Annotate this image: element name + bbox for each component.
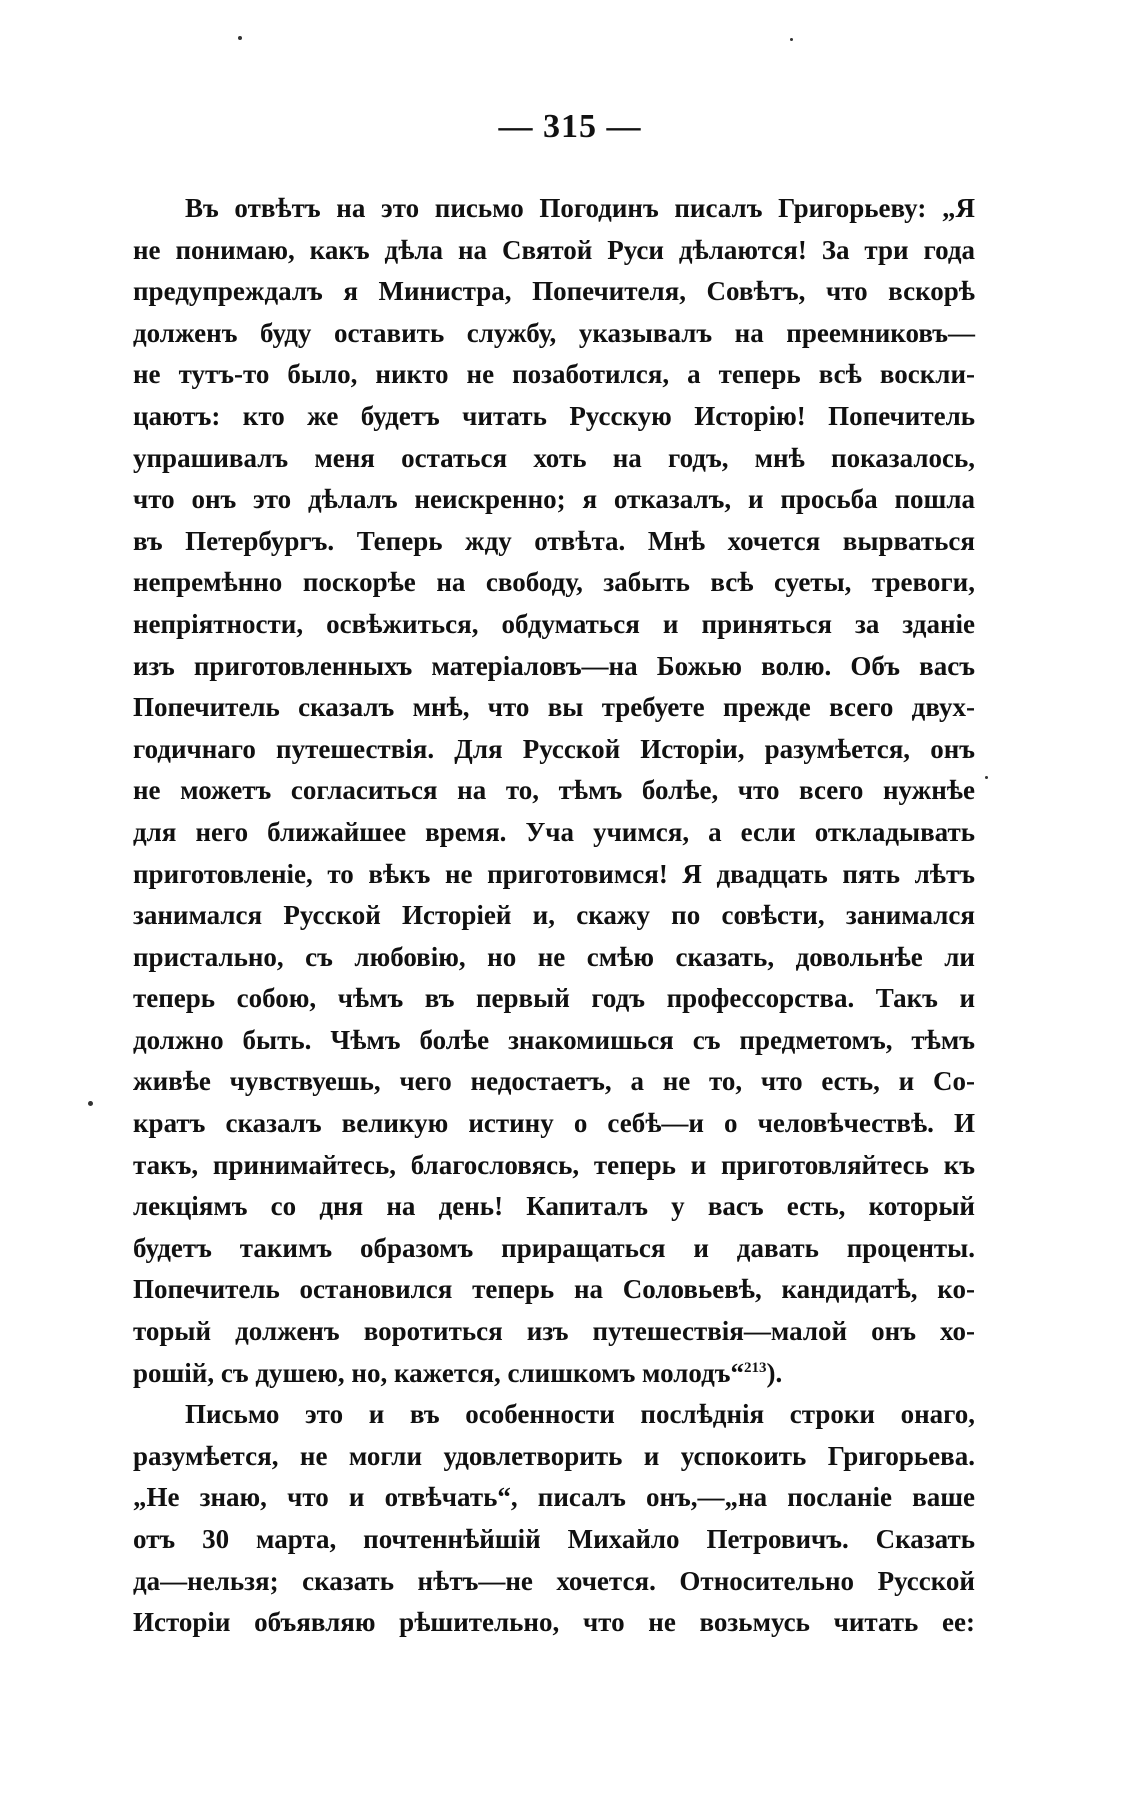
- text-line-closing: ).: [766, 1357, 783, 1388]
- body-text: [133, 188, 975, 1644]
- text-line: Въ отвѣтъ на это письмо Погодинъ писалъ Григорьеву: „Я: [185, 193, 975, 223]
- text-line: не можетъ согласиться на то, тѣмъ болѣе, что всего нужнѣе: [133, 775, 975, 806]
- text-line: приготовленіе, то вѣкъ не приготовимся! Я двадцать пять лѣтъ: [133, 858, 975, 889]
- text-line: торый долженъ воротиться изъ путешествія—малой онъ хо-: [133, 1316, 975, 1347]
- text-line: Исторіи объявляю рѣшительно, что не возьмусь читать ее:: [133, 1607, 975, 1638]
- page-number: — 315 —: [498, 108, 642, 145]
- text-line: для него ближайшее время. Уча учимся, а если откладывать: [133, 816, 975, 847]
- text-line: въ Петербургъ. Теперь жду отвѣта. Мнѣ хочется вырваться: [133, 525, 975, 556]
- paper-speck: [985, 776, 988, 779]
- text-line: должно быть. Чѣмъ болѣе знакомишься съ предметомъ, тѣмъ: [133, 1024, 975, 1055]
- text-line-text: рошій, съ душею, но, кажется, слишкомъ молодъ“: [133, 1357, 745, 1388]
- text-line: отъ 30 марта, почтеннѣйшій Михайло Петровичъ. Сказать: [133, 1524, 975, 1554]
- text-line: предупреждалъ я Министра, Попечителя, Совѣтъ, что вскорѣ: [133, 276, 975, 307]
- text-line: „Не знаю, что и отвѣчать“, писалъ онъ,—„на посланіе ваше: [133, 1482, 975, 1513]
- text-line: занимался Русской Исторіей и, скажу по совѣсти, занимался: [133, 900, 975, 931]
- footnote-marker: 213: [744, 1359, 767, 1376]
- text-line: кратъ сказалъ великую истину о себѣ—и о человѣчествѣ. И: [133, 1108, 975, 1139]
- text-line: живѣе чувствуешь, чего недостаетъ, а не то, что есть, и Со-: [133, 1066, 975, 1097]
- text-line: Письмо это и въ особенности послѣднія строки онаго,: [185, 1399, 975, 1430]
- text-line: лекціямъ со дня на день! Капиталъ у васъ есть, который: [133, 1191, 975, 1222]
- text-line: упрашивалъ меня остаться хоть на годъ, мнѣ показалось,: [133, 442, 975, 473]
- paper-speck: [88, 1101, 93, 1106]
- text-line: не тутъ-то было, никто не позаботился, а теперь всѣ воскли-: [133, 359, 975, 390]
- text-line: что онъ это дѣлалъ неискренно; я отказалъ, и просьба пошла: [133, 484, 975, 515]
- text-line: непріятности, освѣжиться, обдуматься и приняться за зданіе: [133, 608, 975, 639]
- text-line-with-footnote: [133, 1353, 975, 1395]
- text-line: пристально, съ любовію, но не смѣю сказать, довольнѣе ли: [133, 941, 975, 972]
- paper-speck: [238, 36, 242, 40]
- text-line: будетъ такимъ образомъ приращаться и давать проценты.: [133, 1232, 975, 1263]
- text-line: изъ приготовленныхъ матеріаловъ—на Божью волю. Объ васъ: [133, 650, 975, 681]
- text-line: цаютъ: кто же будетъ читать Русскую Исторію! Попечитель: [133, 400, 975, 431]
- text-line: непремѣнно поскорѣе на свободу, забыть всѣ суеты, тревоги,: [133, 567, 975, 598]
- text-line: да—нельзя; сказать нѣтъ—не хочется. Относительно Русской: [133, 1565, 975, 1596]
- text-line: такъ, принимайтесь, благословясь, теперь и приготовляйтесь къ: [133, 1149, 975, 1180]
- text-line: не понимаю, какъ дѣла на Святой Руси дѣлаются! За три года: [133, 234, 975, 265]
- text-line: Попечитель остановился теперь на Соловьевѣ, кандидатѣ, ко-: [133, 1274, 975, 1305]
- text-line: разумѣется, не могли удовлетворить и успокоить Григорьева.: [133, 1440, 975, 1471]
- text-line: Попечитель сказалъ мнѣ, что вы требуете прежде всего двух-: [133, 692, 975, 723]
- text-line: годичнаго путешествія. Для Русской Исторіи, разумѣется, онъ: [133, 733, 975, 764]
- text-line: долженъ буду оставить службу, указывалъ на преемниковъ—: [133, 317, 975, 348]
- paper-speck: [790, 38, 793, 41]
- text-line: теперь собою, чѣмъ въ первый годъ профессорства. Такъ и: [133, 983, 975, 1014]
